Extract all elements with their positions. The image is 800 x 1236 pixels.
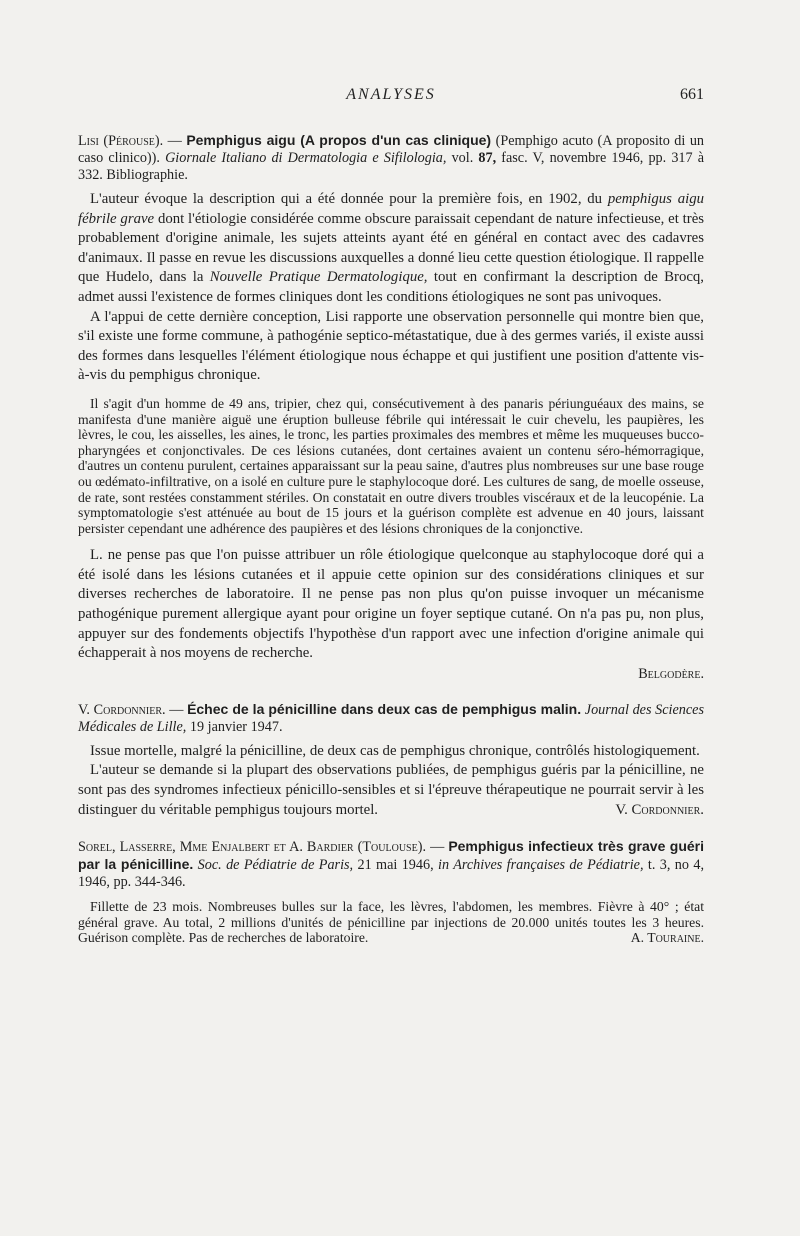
running-title: ANALYSES xyxy=(346,86,436,103)
paragraph: Issue mortelle, malgré la pénicilline, de deux cas de pemphigus chronique, contrôlés histologiquement. xyxy=(90,742,700,759)
reference xyxy=(78,838,704,891)
reference xyxy=(78,701,704,736)
paragraph: A l'appui de cette dernière conception, Lisi rapporte une observation personnelle qui montre bien que, s'il existe une forme commune, à pathogénie septico-métastatique, due à des germes variés, il existe aussi des formes dans lesquelles l'élément étiologique nous échappe et qui justifient une position d'attente vis-à-vis du pemphigus chronique. xyxy=(78,308,704,384)
italic-text: pemphigus aigu fébrile grave xyxy=(78,191,704,227)
italic-text: Nouvelle Pratique Dermatologique, xyxy=(209,269,428,286)
article-lisi xyxy=(78,132,704,683)
ref-date: 21 mai 1946, xyxy=(357,857,434,874)
ref-vol-prefix: vol. xyxy=(451,150,474,166)
reference: Lisi (Pérouse). — Pemphigus aigu (A propos d'un cas clinique) (Pemphigo acuto (A proposito di un caso clinico)). Giornale Italiano di Dermatologia e Sifilologia, vol. 87, fasc. V, novembre 1946, pp. 317 à 332. Bibliographie. xyxy=(78,132,705,183)
ref-title: Pemphigus aigu (A propos d'un cas clinique) xyxy=(186,132,492,148)
paragraph xyxy=(78,190,704,308)
ref-rest: 19 janvier 1947. xyxy=(189,718,283,735)
article-sorel xyxy=(78,838,704,946)
paragraph-small xyxy=(78,899,704,946)
signature: V. Cordonnier. xyxy=(615,801,704,818)
ref-journal: Giornale Italiano di Dermatologia e Sifilologia, xyxy=(165,150,447,166)
ref-title: Pemphigus infectieux très grave guéri par la pénicilline. xyxy=(78,838,704,873)
page-number: 661 xyxy=(680,86,704,103)
text: Fillette de 23 mois. Nombreuses bulles sur la face, les lèvres, l'abdomen, les membres. Fièvre à 40° ; état général grave. Au total, 2 millions d'unités de pénicilline par injections de 20.000 unités toutes les 3 heures. Guérison complète. Pas de recherches de laboratoire. xyxy=(78,899,704,946)
paragraph: L. ne pense pas que l'on puisse attribuer un rôle étiologique quelconque au staphylocoque doré qui a été isolé dans les lésions cutanées et il appuie cette opinion sur des considérations cliniques et sur diverses recherches de laboratoire. Il ne pense pas non plus qu'on puisse invoquer un mécanisme pathogénique purement allergique ayant pour origine un foyer septique cutané. On n'a pas pu, non plus, appuyer sur des fondements objectifs l'hypothèse d'un rapport avec une infection d'origine animale qui échapperait à nos moyens de recherche. xyxy=(78,547,704,662)
paragraph-small: Il s'agit d'un homme de 49 ans, tripier, chez qui, consécutivement à des panaris périunguéaux des mains, se manifesta d'une manière aiguë une éruption bulleuse fébrile qui intéressait le cuir chevelu, les paupières, les lèvres, le cou, les aisselles, les aines, le tronc, les parties proximales des membres et même les muqueuses bucco-pharyngées et conjonctivales. De ces lésions cutanées, dont certaines avaient un contenu séro-hémorragique, d'autres un contenu purulent, certaines apparaissant sur la peau saine, d'autres plus nombreuses sur une base rouge ou œdémato-infiltrative, on a isolé en culture pure le staphylocoque doré. Les cultures de sang, de moelle osseuse, de rate, sont restées constamment stériles. On constatait en outre divers troubles viscéraux et de la leucopénie. La symptomatologie s'est atténuée au bout de 15 jours et la guérison complète est advenue en 40 jours, laissant persister cependant une adhérence des paupières et des lésions chroniques de la conjonctive. xyxy=(78,395,704,536)
ref-journal: Soc. de Pédiatrie de Paris, xyxy=(197,857,354,874)
ref-journal: Journal des Sciences Médicales de Lille, xyxy=(78,701,704,735)
signature: A. Touraine. xyxy=(630,930,704,946)
ref-rest: t. 3, no 4, 1946, pp. 344-346. xyxy=(78,857,705,891)
ref-dash: — xyxy=(430,839,445,856)
ref-vol-num: 87, xyxy=(478,150,497,166)
text-column xyxy=(78,132,704,946)
paragraph xyxy=(78,761,704,820)
text: L'auteur se demande si la plupart des observations publiées, de pemphigus guéris par la pénicilline, ne sont pas des syndromes infectieux pénicillo-sensibles et si l'épreuve thérapeutique ne pourrait servir à les distinguer du véritable pemphigus toujours mortel. xyxy=(78,762,704,818)
ref-journal-secondary: in Archives françaises de Pédiatrie, xyxy=(438,857,644,874)
text: tout en confirmant la description de Brocq, admet aussi l'existence de formes cliniques dont les conditions étiologiques ne sont pas univoques. xyxy=(78,269,705,305)
ref-rest: fasc. V, novembre 1946, pp. 317 à 332. Bibliographie. xyxy=(78,150,705,183)
ref-authors: V. Cordonnier. xyxy=(78,701,166,718)
ref-title: Échec de la pénicilline dans deux cas de pemphigus malin. xyxy=(187,700,582,717)
ref-dash: — xyxy=(169,701,184,718)
ref-subtitle: (Pemphigo acuto (A proposito di un caso clinico)). xyxy=(78,133,705,166)
article-cordonnier xyxy=(78,701,704,820)
text: dont l'étiologie considérée comme obscure paraissait cependant de nature infectieuse, et très probablement d'origine animale, les sujets atteints ayant été en général en contact avec des cadavres d'animaux. Il passe en revue les discussions auxquelles a donné lieu cette question étiologique. Il rappelle que Hudelo, dans la xyxy=(78,210,705,286)
signature: Belgodère. xyxy=(638,665,704,682)
page-header xyxy=(78,86,704,110)
text: L'auteur évoque la description qui a été donnée pour la première fois, en 1902, du xyxy=(90,191,603,207)
ref-authors: Sorel, Lasserre, Mme Enjalbert et A. Bardier (Toulouse). xyxy=(78,839,426,856)
ref-authors: Lisi (Pérouse). xyxy=(78,133,164,149)
